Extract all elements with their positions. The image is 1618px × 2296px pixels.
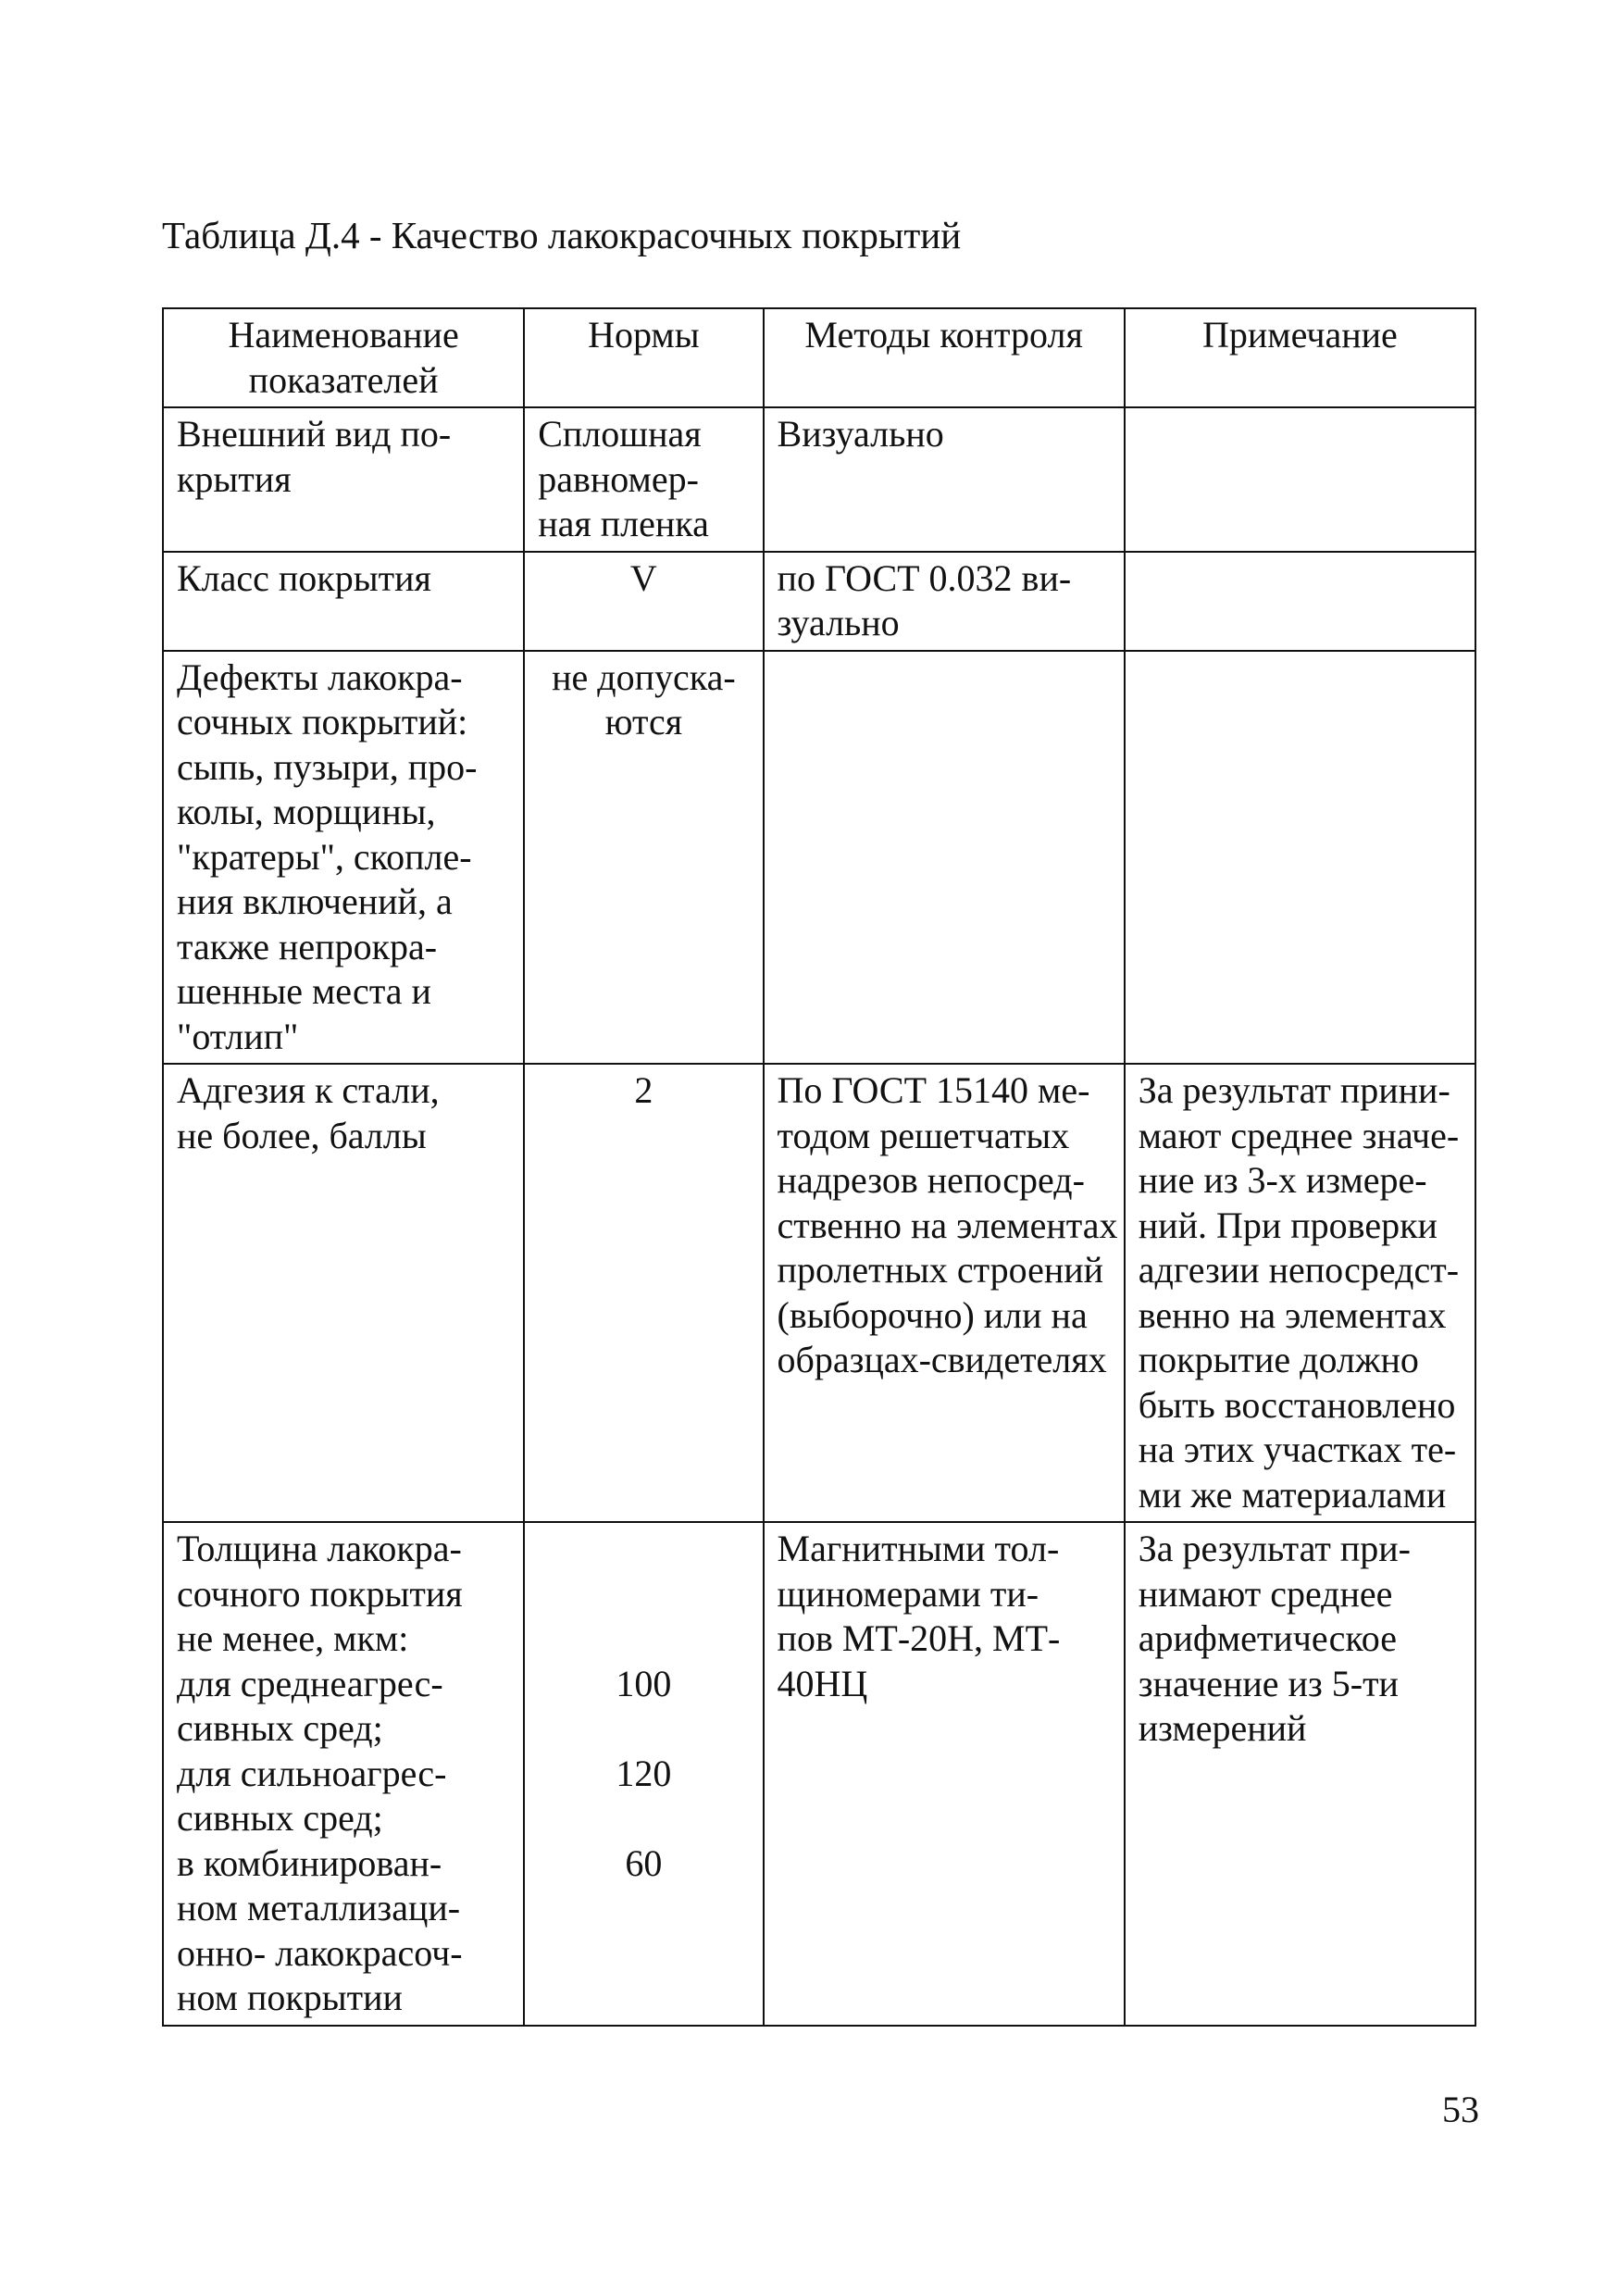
cell-line: не более, баллы: [177, 1114, 427, 1156]
table-row: [163, 407, 1475, 552]
table-header-row: [163, 308, 1475, 407]
cell-line: образцах-свидетелях: [777, 1339, 1107, 1380]
cell-line: арифметическое: [1138, 1617, 1398, 1659]
cell-line: Адгезия к стали,: [177, 1069, 440, 1111]
spacer: [538, 1527, 749, 1572]
cell-line: сивных сред;: [177, 1797, 383, 1839]
header-name-line: показателей: [248, 358, 439, 401]
table-caption: Таблица Д.4 - Качество лакокрасочных покрытий: [162, 214, 962, 256]
cell-norm: [524, 651, 763, 1065]
cell-line: равномер-: [538, 457, 699, 500]
cell-line: для сильноагрес-: [177, 1752, 447, 1794]
cell-line: сочных покрытий:: [177, 701, 468, 742]
header-norm: [524, 308, 763, 407]
cell-line: сочного покрытия: [177, 1572, 463, 1615]
cell-line: ние из 3-х измере-: [1138, 1159, 1427, 1201]
cell-line: не допуска-: [552, 655, 736, 698]
cell-line: покрытие должно: [1138, 1339, 1419, 1380]
cell-line: За результат прини-: [1138, 1069, 1450, 1111]
cell-line: ния включений, а: [177, 880, 453, 922]
cell-method: [764, 1064, 1125, 1522]
spacer: [538, 1572, 749, 1617]
cell-line: пролетных строений: [777, 1249, 1104, 1291]
cell-line: на этих участках те-: [1138, 1429, 1457, 1470]
cell-line: по ГОСТ 0.032 ви-: [777, 556, 1072, 599]
cell-line: сыпь, пузыри, про-: [177, 745, 478, 788]
cell-method: [764, 1522, 1125, 2026]
cell-name: [163, 407, 524, 552]
cell-line: измерений: [1138, 1707, 1307, 1749]
header-name: [163, 308, 524, 407]
table-row: [163, 552, 1475, 651]
cell-line: (выборочно) или на: [777, 1293, 1088, 1336]
cell-name: [163, 1064, 524, 1522]
cell-line: мают среднее значе-: [1138, 1114, 1460, 1156]
cell-line: 2: [634, 1069, 653, 1111]
cell-line: также непрокра-: [177, 925, 438, 967]
cell-line: зуально: [777, 602, 900, 643]
header-note: [1125, 308, 1475, 407]
cell-line: Класс покрытия: [177, 556, 431, 599]
cell-line: ном покрытии: [177, 1977, 403, 2018]
cell-line: За результат при-: [1138, 1528, 1411, 1569]
cell-note: [1125, 651, 1475, 1065]
cell-method: [764, 407, 1125, 552]
cell-line: Дефекты лакокра-: [177, 655, 463, 698]
cell-line: для среднеагрес-: [177, 1662, 443, 1704]
cell-norm: [524, 552, 763, 651]
cell-line: ми же материалами: [1138, 1473, 1447, 1516]
header-norm-line: Нормы: [588, 314, 700, 356]
cell-line: 120: [616, 1752, 672, 1794]
cell-line: 60: [625, 1841, 663, 1884]
cell-line: крытия: [177, 457, 292, 500]
cell-line: шенные места и: [177, 970, 431, 1012]
cell-norm: [524, 407, 763, 552]
cell-line: ная пленка: [538, 503, 709, 544]
cell-line: пов МТ-20Н, МТ-: [777, 1617, 1061, 1659]
cell-line: Толщина лакокра-: [177, 1528, 462, 1569]
cell-line: ном металлизаци-: [177, 1887, 461, 1928]
spacer: [538, 1616, 749, 1662]
cell-line: "кратеры", скопле-: [177, 835, 472, 878]
cell-line: 100: [616, 1662, 672, 1704]
table-row: [163, 651, 1475, 1065]
page-number: 53: [1442, 2089, 1479, 2130]
cell-line: онно- лакокрасоч-: [177, 1931, 463, 1974]
cell-line: ний. При проверки: [1138, 1204, 1438, 1246]
spacer: [538, 1796, 749, 1841]
cell-note: [1125, 1522, 1475, 2026]
cell-line: нимают среднее: [1138, 1572, 1393, 1615]
cell-line: значение из 5-ти: [1138, 1662, 1399, 1704]
header-method-line: Методы контроля: [804, 314, 1083, 356]
cell-note: [1125, 552, 1475, 651]
cell-line: V: [629, 556, 657, 599]
cell-name: [163, 552, 524, 651]
cell-name: [163, 651, 524, 1065]
cell-line: не менее, мкм:: [177, 1617, 409, 1659]
cell-line: Внешний вид по-: [177, 413, 452, 455]
cell-line: сивных сред;: [177, 1707, 383, 1749]
cell-line: ются: [604, 701, 683, 742]
cell-line: колы, морщины,: [177, 791, 436, 832]
cell-norm: [524, 1064, 763, 1522]
cell-line: "отлип": [177, 1015, 299, 1057]
cell-note: [1125, 407, 1475, 552]
cell-line: адгезии непосредст-: [1138, 1249, 1460, 1291]
cell-note: [1125, 1064, 1475, 1522]
table-row: [163, 1064, 1475, 1522]
cell-line: щиномерами ти-: [777, 1572, 1039, 1615]
cell-name: [163, 1522, 524, 2026]
cell-line: в комбинирован-: [177, 1841, 442, 1884]
cell-line: 40НЦ: [777, 1662, 868, 1704]
cell-line: Сплошная: [538, 413, 702, 455]
cell-line: Визуально: [777, 413, 944, 455]
cell-line: венно на элементах: [1138, 1293, 1447, 1336]
table-row: [163, 1522, 1475, 2026]
cell-method: [764, 552, 1125, 651]
cell-line: тодом решетчатых: [777, 1114, 1070, 1156]
cell-line: надрезов непосред-: [777, 1159, 1085, 1201]
header-method: [764, 308, 1125, 407]
spacer: [538, 1706, 749, 1752]
coating-quality-table: [162, 307, 1476, 2027]
cell-norm: [524, 1522, 763, 2026]
cell-line: По ГОСТ 15140 ме-: [777, 1069, 1090, 1111]
cell-line: ственно на элементах: [777, 1204, 1118, 1246]
header-name-line: Наименование: [228, 314, 459, 356]
cell-method: [764, 651, 1125, 1065]
cell-line: быть восстановлено: [1138, 1383, 1456, 1426]
cell-line: Магнитными тол-: [777, 1528, 1060, 1569]
header-note-line: Примечание: [1201, 314, 1398, 356]
